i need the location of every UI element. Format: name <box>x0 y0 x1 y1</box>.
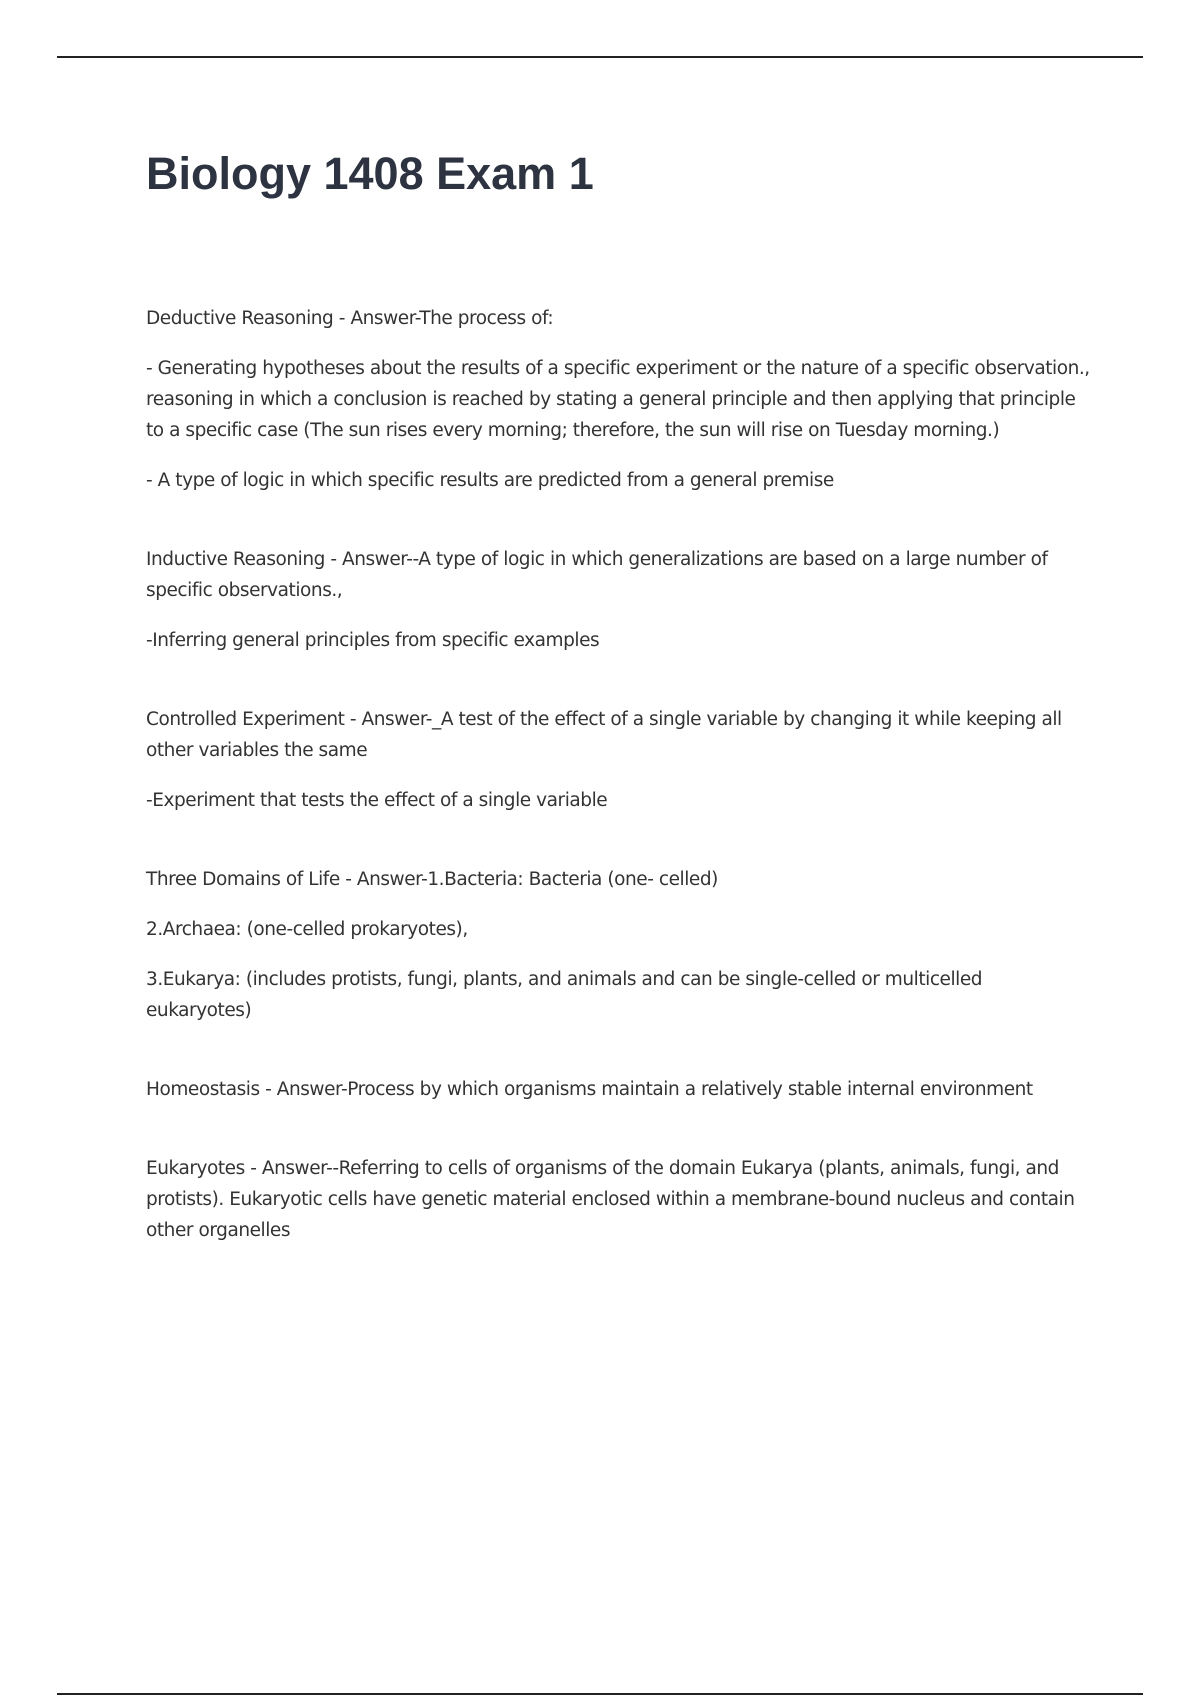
entry-eukaryotes <box>146 1153 1092 1246</box>
entry-text: 3.Eukarya: (includes protists, fungi, plants, and animals and can be single-celled or multicelled eukaryotes) <box>146 969 983 1021</box>
entry-controlled-experiment <box>146 704 1092 816</box>
entry-text: -Experiment that tests the effect of a single variable <box>146 790 608 811</box>
entry-text: -Inferring general principles from specific examples <box>146 630 600 651</box>
entry-text: Homeostasis - Answer-Process by which organisms maintain a relatively stable internal environment <box>146 1079 1033 1100</box>
entry-text: Inductive Reasoning - Answer--A type of logic in which generalizations are based on a large number of specific observations., <box>146 549 1048 601</box>
entry-text: 2.Archaea: (one-celled prokaryotes), <box>146 919 468 940</box>
entry-text: Eukaryotes - Answer--Referring to cells of organisms of the domain Eukarya (plants, animals, fungi, and protists). Eukaryotic cells have genetic material enclosed within a membrane-bound nucleus and contain other organelles <box>146 1158 1075 1241</box>
bottom-rule <box>57 1693 1143 1695</box>
entry-text: Deductive Reasoning - Answer-The process of: <box>146 308 554 329</box>
entry-list <box>146 303 1092 1294</box>
entry-text: - A type of logic in which specific results are predicted from a general premise <box>146 470 834 491</box>
entry-text: Controlled Experiment - Answer-_A test of the effect of a single variable by changing it while keeping all other variables the same <box>146 709 1062 761</box>
page-title: Biology 1408 Exam 1 <box>146 148 594 199</box>
entry-deductive-reasoning <box>146 303 1092 496</box>
entry-three-domains-of-life <box>146 864 1092 1026</box>
entry-text: Three Domains of Life - Answer-1.Bacteria: Bacteria (one- celled) <box>146 869 718 890</box>
top-rule <box>57 56 1143 58</box>
entry-text: - Generating hypotheses about the results of a specific experiment or the nature of a specific observation., reasoning in which a conclusion is reached by stating a general principle and then applying that principle to a specific case (The sun rises every morning; therefore, the sun will rise on Tuesday morning.) <box>146 358 1090 441</box>
entry-inductive-reasoning <box>146 544 1092 656</box>
entry-homeostasis <box>146 1074 1092 1105</box>
